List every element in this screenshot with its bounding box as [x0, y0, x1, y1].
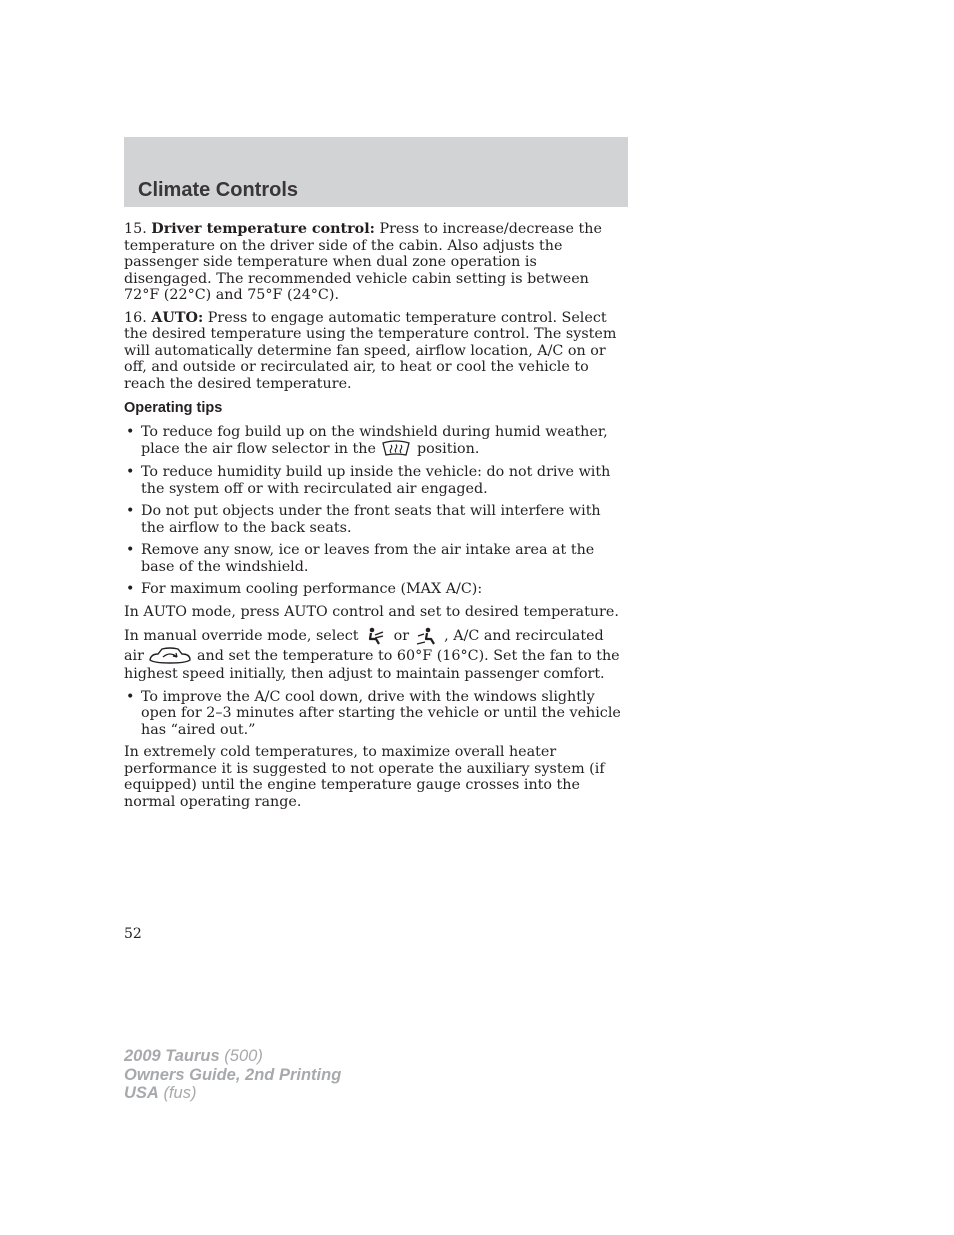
auto-mode-text: In AUTO mode, press AUTO control and set to desired temperature. [124, 603, 619, 620]
item-number: 16. [124, 309, 147, 326]
tips-list [124, 424, 628, 598]
item-text: Press to increase/decrease the temperature on the driver side of the cabin. Also adjusts the passenger side temperature when dual zone operation is disengaged. The recommended vehicle cabin setting is between 72°F (22°C) and 75°F (24°C). [124, 221, 602, 303]
recirculated-air-icon [148, 646, 192, 666]
tips-list-continued [124, 689, 628, 739]
page-content [124, 221, 628, 816]
item-16 [124, 310, 628, 393]
document-footer [124, 1047, 341, 1103]
cold-weather-note: In extremely cold temperatures, to maximize overall heater performance it is suggested to not operate the auxiliary system (if equipped) until the engine temperature gauge crosses into the normal operating range. [124, 744, 605, 810]
page-number: 52 [124, 926, 142, 942]
item-label: AUTO: [151, 309, 204, 326]
item-15 [124, 221, 628, 304]
item-number: 15. [124, 221, 147, 237]
list-item: • To improve the A/C cool down, drive with the windows slightly open for 2–3 minutes after starting the vehicle or until the vehicle has “aired out.” [126, 688, 621, 738]
footer-line-3: USA (fus) [124, 1084, 197, 1102]
item-text: Press to engage automatic temperature control. Select the desired temperature using the temperature control. The system will automatically determine fan speed, airflow location, A/C on or off, and outside or recirculated air, to heat or cool the vehicle to reach the desired temperature. [124, 309, 617, 392]
bullet: • [126, 423, 135, 440]
list-item: • To reduce humidity build up inside the vehicle: do not drive with the system off or with recirculated air engaged. [126, 464, 611, 497]
list-item: • To reduce fog build up on the windshield during humid weather, place the air flow selector in the position. [126, 423, 608, 457]
windshield-defrost-icon [380, 440, 412, 458]
section-title: Climate Controls [138, 179, 299, 201]
list-item: • For maximum cooling performance (MAX A/C): [126, 581, 483, 597]
operating-tips-heading: Operating tips [124, 400, 223, 416]
panel-floor-icon [414, 626, 440, 646]
manual-mode-text: In manual override mode, select or , A/C and recirculated air and set the temperature to 60°F (16°C). Set the fan to the highest speed initially, then adjust to maintain passenger comfort. [124, 628, 620, 682]
list-item: • Remove any snow, ice or leaves from the air intake area at the base of the windshield. [126, 542, 595, 575]
footer-line-1: 2009 Taurus (500) [124, 1047, 263, 1065]
item-label: Driver temperature control: [151, 221, 375, 237]
list-item: • Do not put objects under the front seats that will interfere with the airflow to the back seats. [126, 503, 601, 536]
footer-line-2: Owners Guide, 2nd Printing [124, 1065, 342, 1084]
panel-vent-icon [363, 626, 389, 646]
